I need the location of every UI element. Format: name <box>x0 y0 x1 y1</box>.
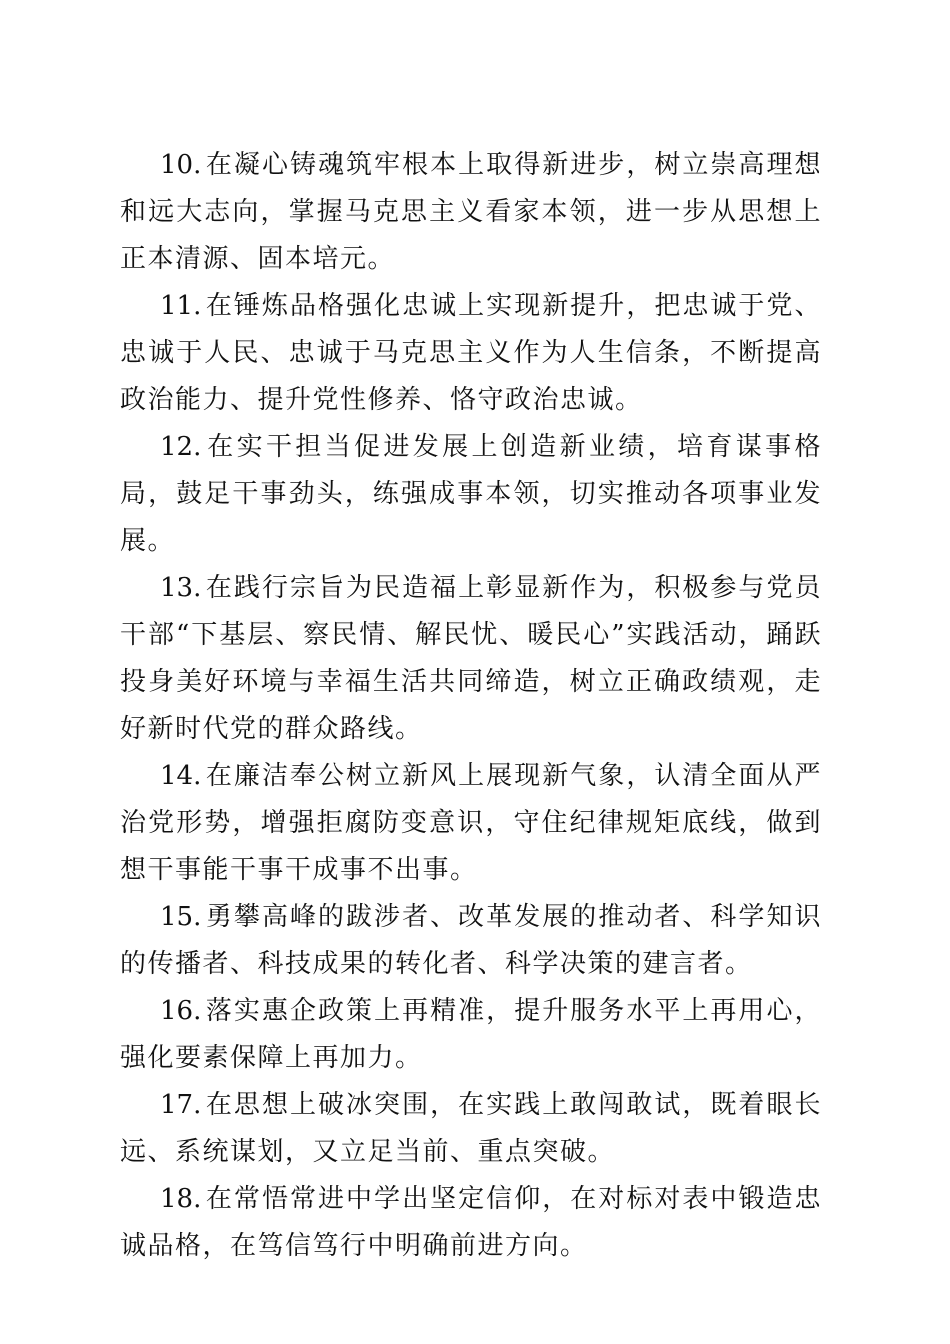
list-item <box>120 894 822 988</box>
list-item <box>120 565 822 753</box>
item-number: 15. <box>160 902 202 932</box>
item-number: 14. <box>160 761 202 791</box>
list-item <box>120 1176 822 1270</box>
item-text: 在凝心铸魂筑牢根本上取得新进步，树立崇高理想和远大志向，掌握马克思主义看家本领，进一步从思想上正本清源、固本培元。 <box>120 150 822 274</box>
item-text: 在践行宗旨为民造福上彰显新作为，积极参与党员干部“下基层、察民情、解民忧、暖民心”实践活动，踊跃投身美好环境与幸福生活共同缔造，树立正确政绩观，走好新时代党的群众路线。 <box>120 573 822 744</box>
list-item <box>120 283 822 424</box>
item-text: 在常悟常进中学出坚定信仰，在对标对表中锻造忠诚品格，在笃信笃行中明确前进方向。 <box>120 1184 822 1261</box>
item-text: 在实干担当促进发展上创造新业绩，培育谋事格局，鼓足干事劲头，练强成事本领，切实推动各项事业发展。 <box>120 432 822 556</box>
item-number: 13. <box>160 573 202 603</box>
list-item <box>120 753 822 894</box>
list-item <box>120 424 822 565</box>
item-number: 12. <box>160 432 202 462</box>
item-text: 在锤炼品格强化忠诚上实现新提升，把忠诚于党、忠诚于人民、忠诚于马克思主义作为人生信条，不断提高政治能力、提升党性修养、恪守政治忠诚。 <box>120 291 822 415</box>
list-item <box>120 988 822 1082</box>
document-page <box>120 142 822 1270</box>
item-text: 在思想上破冰突围，在实践上敢闯敢试，既着眼长远、系统谋划，又立足当前、重点突破。 <box>120 1090 822 1167</box>
item-text: 在廉洁奉公树立新风上展现新气象，认清全面从严治党形势，增强拒腐防变意识，守住纪律规矩底线，做到想干事能干事干成事不出事。 <box>120 761 822 885</box>
item-number: 17. <box>160 1090 202 1120</box>
list-item <box>120 142 822 283</box>
item-number: 16. <box>160 996 202 1026</box>
item-number: 10. <box>160 150 202 180</box>
list-item <box>120 1082 822 1176</box>
item-text: 勇攀高峰的跋涉者、改革发展的推动者、科学知识的传播者、科技成果的转化者、科学决策的建言者。 <box>120 902 822 979</box>
item-number: 11. <box>160 291 202 321</box>
item-text: 落实惠企政策上再精准，提升服务水平上再用心，强化要素保障上再加力。 <box>120 996 822 1073</box>
item-number: 18. <box>160 1184 202 1214</box>
